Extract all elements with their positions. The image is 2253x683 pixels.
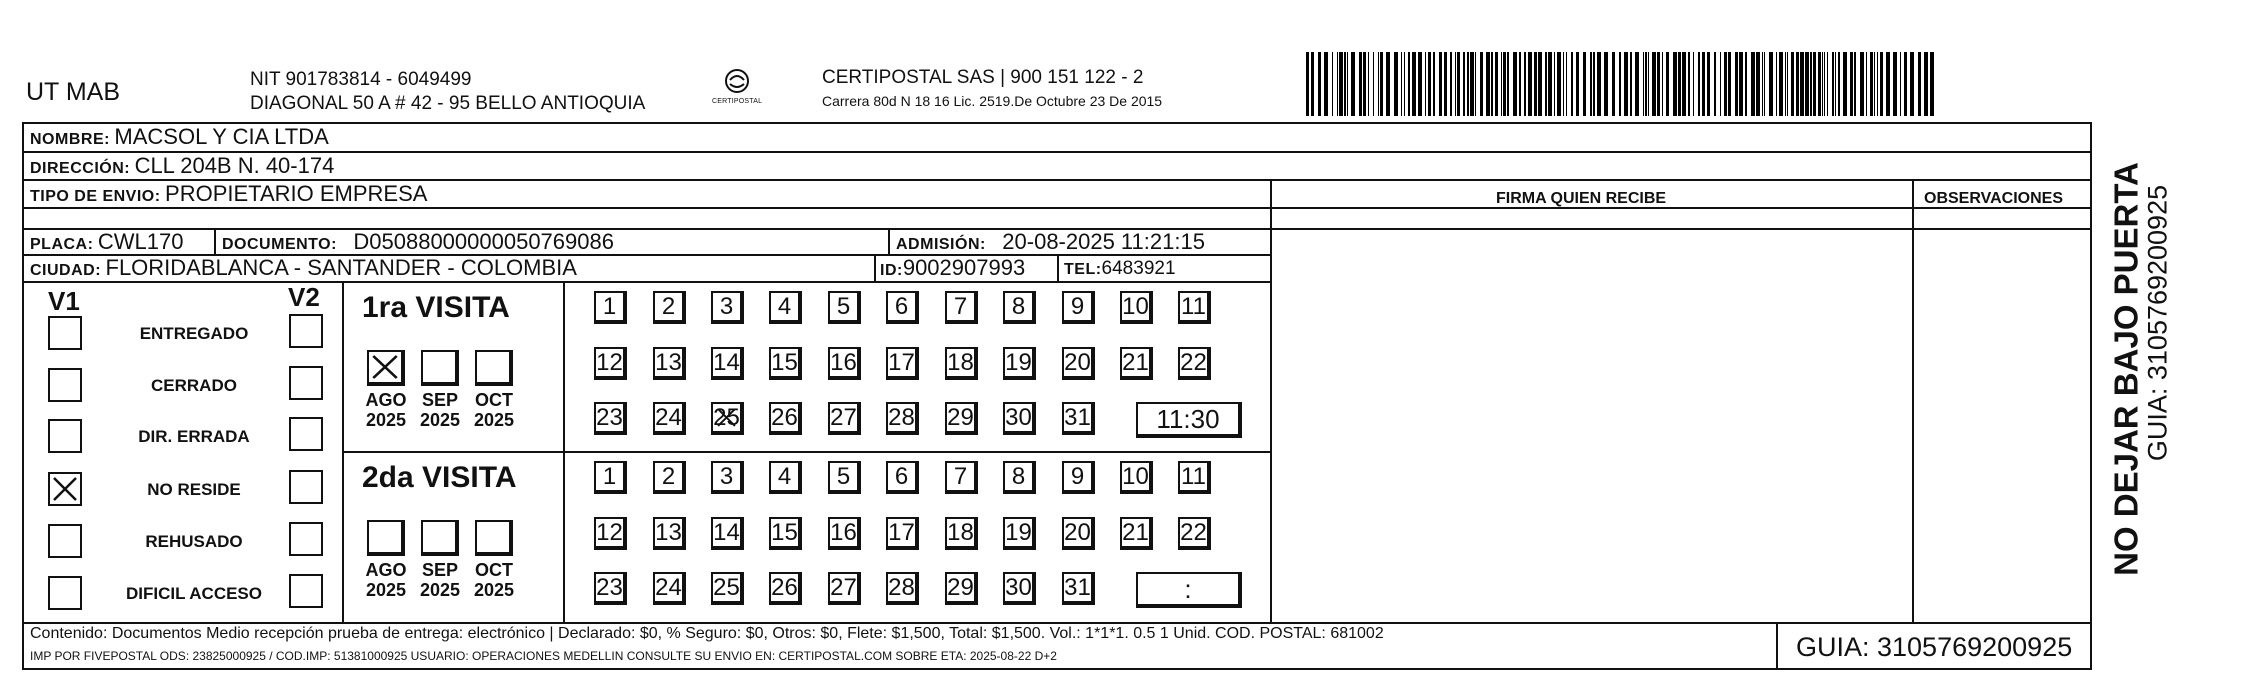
day-box[interactable]: 15 xyxy=(769,517,802,550)
day-box[interactable]: 8 xyxy=(1003,291,1036,324)
day-box[interactable]: 4 xyxy=(769,461,802,494)
day-box[interactable]: 9 xyxy=(1062,461,1095,494)
day-box[interactable]: 20 xyxy=(1062,517,1095,550)
day-box[interactable]: 18 xyxy=(945,517,978,550)
footer-imp: IMP POR FIVEPOSTAL ODS: 23825000925 / COD.IMP: 51381000925 USUARIO: OPERACIONES MEDELLIN CONSULTE SU ENVIO EN: CERTIPOSTAL.COM SOBRE ETA: 2025-08-22 D+2 xyxy=(30,649,1057,663)
ciudad-row xyxy=(30,257,577,279)
barcode xyxy=(1306,52,1942,116)
day-box[interactable]: 3 xyxy=(711,291,744,324)
day-box[interactable]: 18 xyxy=(945,347,978,380)
tipo-envio-row xyxy=(30,183,427,205)
v1-checkbox[interactable] xyxy=(48,419,82,453)
day-box[interactable]: 25 xyxy=(711,402,744,435)
month-checkbox[interactable] xyxy=(421,350,459,386)
day-box[interactable]: 2 xyxy=(653,291,686,324)
time-box[interactable]: : xyxy=(1136,572,1242,608)
company-name: UT MAB xyxy=(26,78,120,106)
status-label: DIR. ERRADA xyxy=(138,427,250,446)
v2-checkbox[interactable] xyxy=(289,417,323,451)
day-box[interactable]: 11 xyxy=(1178,461,1211,494)
v1-checkbox[interactable] xyxy=(48,316,82,350)
month-checkbox[interactable] xyxy=(475,520,513,556)
certipostal-license: Carrera 80d N 18 16 Lic. 2519.De Octubre 23 De 2015 xyxy=(822,93,1163,109)
month-label: SEP 2025 xyxy=(419,560,461,600)
v1-header: V1 xyxy=(48,286,80,316)
day-box[interactable]: 6 xyxy=(886,291,919,324)
nit-line: NIT 901783814 - 6049499 xyxy=(250,69,472,90)
footer-guia: GUIA: 3105769200925 xyxy=(1796,632,2073,662)
day-box[interactable]: 12 xyxy=(594,517,627,550)
id-label: ID: xyxy=(880,262,903,279)
day-box[interactable]: 3 xyxy=(711,461,744,494)
day-box[interactable]: 30 xyxy=(1003,402,1036,435)
month-checkbox[interactable] xyxy=(475,350,513,386)
certipostal-logo xyxy=(712,66,762,110)
side-warning: NO DEJAR BAJO PUERTA xyxy=(2107,162,2145,576)
direccion-row xyxy=(30,155,334,177)
documento-label: DOCUMENTO: xyxy=(222,236,337,253)
v2-checkbox[interactable] xyxy=(289,522,323,556)
day-box[interactable]: 26 xyxy=(769,402,802,435)
day-box[interactable]: 5 xyxy=(828,461,861,494)
day-box[interactable]: 27 xyxy=(828,402,861,435)
month-label: AGO 2025 xyxy=(365,560,407,600)
id-row xyxy=(880,257,1025,279)
placa-label: PLACA: xyxy=(30,236,94,253)
v1-checkbox[interactable] xyxy=(48,472,82,506)
side-guia: GUIA: 3105769200925 xyxy=(2142,184,2173,462)
day-box[interactable]: 22 xyxy=(1178,347,1211,380)
v2-header: V2 xyxy=(288,282,320,312)
tel-label: TEL: xyxy=(1064,261,1102,278)
tel-value: 6483921 xyxy=(1101,258,1176,279)
day-box[interactable]: 7 xyxy=(945,461,978,494)
day-box[interactable]: 10 xyxy=(1120,461,1153,494)
logo-text: CERTIPOSTAL xyxy=(712,98,763,105)
documento-value: D05088000000050769086 xyxy=(353,229,614,254)
footer-contenido: Contenido: Documentos Medio recepción prueba de entrega: electrónico | Declarado: $0, % Seguro: $0, Otros: $0, Flete: $1,500, Total: $1,500. Vol.: 1*1*1. 0.5 1 Unid. COD. POSTAL: 681002 xyxy=(30,625,1384,642)
month-label: OCT 2025 xyxy=(473,560,515,600)
v1-checkbox[interactable] xyxy=(48,368,82,402)
day-box[interactable]: 2 xyxy=(653,461,686,494)
direccion-label: DIRECCIÓN: xyxy=(30,160,131,177)
tipo-envio-value: PROPIETARIO EMPRESA xyxy=(165,181,428,206)
day-box[interactable]: 28 xyxy=(886,572,919,605)
month-checkbox[interactable] xyxy=(367,520,405,556)
address-line: DIAGONAL 50 A # 42 - 95 BELLO ANTIOQUIA xyxy=(250,93,646,114)
day-box[interactable]: 5 xyxy=(828,291,861,324)
day-box[interactable]: 23 xyxy=(594,572,627,605)
v2-checkbox[interactable] xyxy=(289,574,323,608)
day-box[interactable]: 4 xyxy=(769,291,802,324)
status-label: DIFICIL ACCESO xyxy=(125,584,262,603)
day-box[interactable]: 21 xyxy=(1120,517,1153,550)
status-label: NO RESIDE xyxy=(147,480,241,499)
observaciones-header: OBSERVACIONES xyxy=(1924,190,2063,207)
v2-checkbox[interactable] xyxy=(289,366,323,400)
day-box[interactable]: 7 xyxy=(945,291,978,324)
nombre-label: NOMBRE: xyxy=(30,131,110,148)
day-box[interactable]: 23 xyxy=(594,402,627,435)
day-box[interactable]: 17 xyxy=(886,347,919,380)
status-label: REHUSADO xyxy=(145,532,243,551)
day-box[interactable]: 15 xyxy=(769,347,802,380)
day-box[interactable]: 12 xyxy=(594,347,627,380)
day-box[interactable]: 13 xyxy=(653,517,686,550)
day-box[interactable]: 21 xyxy=(1120,347,1153,380)
day-box[interactable]: 19 xyxy=(1003,347,1036,380)
day-box[interactable]: 24 xyxy=(653,402,686,435)
day-box[interactable]: 29 xyxy=(945,402,978,435)
tipo-envio-label: TIPO DE ENVIO: xyxy=(30,188,161,205)
status-label: CERRADO xyxy=(151,376,237,395)
day-box[interactable]: 31 xyxy=(1062,572,1095,605)
placa-row xyxy=(30,231,183,253)
admision-row xyxy=(896,231,1205,253)
day-box[interactable]: 9 xyxy=(1062,291,1095,324)
nombre-row xyxy=(30,126,329,148)
v2-checkbox[interactable] xyxy=(289,314,323,348)
day-box[interactable]: 10 xyxy=(1120,291,1153,324)
day-box[interactable]: 1 xyxy=(594,461,627,494)
admision-value: 20-08-2025 11:21:15 xyxy=(1002,229,1205,254)
day-box[interactable]: 17 xyxy=(886,517,919,550)
day-cross-mark xyxy=(715,406,738,429)
day-box[interactable]: 16 xyxy=(828,347,861,380)
month-checkbox[interactable] xyxy=(421,520,459,556)
day-box[interactable]: 26 xyxy=(769,572,802,605)
day-box[interactable]: 20 xyxy=(1062,347,1095,380)
day-box[interactable]: 27 xyxy=(828,572,861,605)
placa-value: CWL170 xyxy=(97,229,184,254)
side-warning-wrapper xyxy=(2100,146,2180,592)
ciudad-value: FLORIDABLANCA - SANTANDER - COLOMBIA xyxy=(105,255,577,280)
day-box[interactable]: 6 xyxy=(886,461,919,494)
day-box[interactable]: 30 xyxy=(1003,572,1036,605)
day-box[interactable]: 25 xyxy=(711,572,744,605)
visit-title: 2da VISITA xyxy=(362,461,517,494)
time-box[interactable]: 11:30 xyxy=(1136,402,1242,438)
day-box[interactable]: 19 xyxy=(1003,517,1036,550)
day-box[interactable]: 13 xyxy=(653,347,686,380)
nombre-value: MACSOL Y CIA LTDA xyxy=(114,124,329,149)
day-box[interactable]: 24 xyxy=(653,572,686,605)
day-box[interactable]: 31 xyxy=(1062,402,1095,435)
v1-checkbox[interactable] xyxy=(48,576,82,610)
month-checkbox[interactable] xyxy=(367,350,405,386)
day-box[interactable]: 1 xyxy=(594,291,627,324)
admision-label: ADMISIÓN: xyxy=(896,236,986,253)
day-box[interactable]: 11 xyxy=(1178,291,1211,324)
v1-checkbox[interactable] xyxy=(48,524,82,558)
v2-checkbox[interactable] xyxy=(289,470,323,504)
ciudad-label: CIUDAD: xyxy=(30,262,102,279)
day-box[interactable]: 8 xyxy=(1003,461,1036,494)
id-value: 9002907993 xyxy=(902,255,1026,280)
certipostal-line: CERTIPOSTAL SAS | 900 151 122 - 2 xyxy=(822,67,1144,88)
firma-header: FIRMA QUIEN RECIBE xyxy=(1496,190,1667,207)
day-box[interactable]: 28 xyxy=(886,402,919,435)
day-box[interactable]: 29 xyxy=(945,572,978,605)
visit-title: 1ra VISITA xyxy=(362,291,510,324)
documento-row xyxy=(222,231,614,253)
day-box[interactable]: 22 xyxy=(1178,517,1211,550)
month-label: SEP 2025 xyxy=(419,390,461,430)
month-label: OCT 2025 xyxy=(473,390,515,430)
direccion-value: CLL 204B N. 40-174 xyxy=(134,153,335,178)
tel-row xyxy=(1064,259,1176,278)
month-label: AGO 2025 xyxy=(365,390,407,430)
status-label: ENTREGADO xyxy=(139,324,249,343)
day-box[interactable]: 14 xyxy=(711,517,744,550)
day-box[interactable]: 14 xyxy=(711,347,744,380)
day-box[interactable]: 16 xyxy=(828,517,861,550)
